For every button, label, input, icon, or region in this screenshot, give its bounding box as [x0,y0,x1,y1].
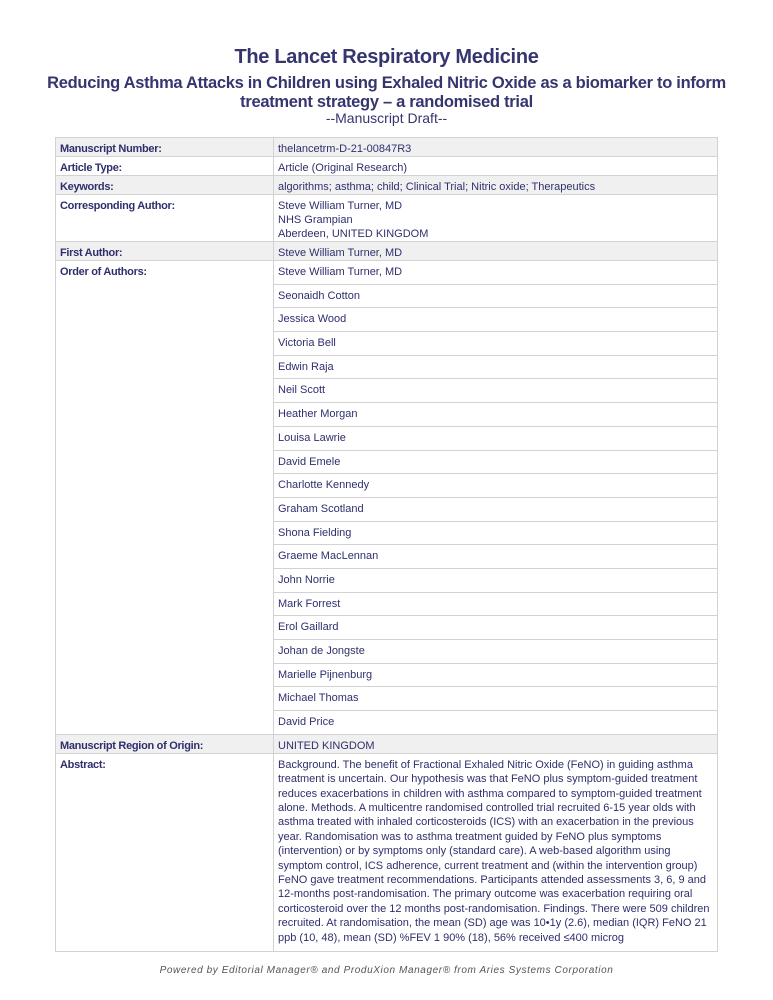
author-name: Steve William Turner, MD [274,261,718,285]
field-value: algorithms; asthma; child; Clinical Trial; Nitric oxide; Therapeutics [274,176,718,195]
field-value: Steve William Turner, MD [274,242,718,261]
field-value: thelancetrm-D-21-00847R3 [274,138,718,157]
author-name: Mark Forrest [274,592,718,616]
table-row [56,242,718,261]
author-name: David Price [274,711,718,735]
author-name: Neil Scott [274,379,718,403]
author-name: Graeme MacLennan [274,545,718,569]
field-label: Manuscript Region of Origin: [56,734,274,753]
field-label: First Author: [56,242,274,261]
author-name: Seonaidh Cotton [274,284,718,308]
journal-title: The Lancet Respiratory Medicine [234,46,539,68]
field-value: Steve William Turner, MD NHS Grampian Aberdeen, UNITED KINGDOM [274,195,718,242]
article-title: Reducing Asthma Attacks in Children using Exhaled Nitric Oxide as a biomarker to inform treatment strategy – a randomised trial [47,74,726,111]
field-value: UNITED KINGDOM [274,734,718,753]
author-name: Louisa Lawrie [274,426,718,450]
table-row [56,734,718,753]
manuscript-info-table [55,137,718,952]
author-name: Heather Morgan [274,403,718,427]
author-name: Graham Scotland [274,497,718,521]
author-name: Michael Thomas [274,687,718,711]
author-name: Shona Fielding [274,521,718,545]
field-value: Article (Original Research) [274,157,718,176]
abstract-text: Background. The benefit of Fractional Exhaled Nitric Oxide (FeNO) in guiding asthma treatment is uncertain. Our hypothesis was that FeNO plus symptom-guided treatment reduces exacerbations in children with asthma compared to symptom-guided treatment alone. Methods. A multicentre randomised controlled trial recruited 6-15 year olds with asthma treated with inhaled corticosteroids (ICS) with an exacerbation in the previous year. Randomisation was to asthma treatment guided by FeNO plus symptoms (intervention) or by symptoms only (standard care). A web-based algorithm using symptom control, ICS adherence, current treatment and (within the intervention group) FeNO gave treatment recommendations. Participants attended assessments 3, 6, 9 and 12-months post-randomisation. The primary outcome was exacerbation requiring oral corticosteroid over the 12 months post-randomisation. Findings. There were 509 children recruited. At randomisation, the mean (SD) age was 10•1y (2.6), median (IQR) FeNO 21 ppb (10, 48), mean (SD) %FEV 1 90% (18), 56% received ≤400 microg [274,753,718,951]
table-row [56,157,718,176]
field-label: Manuscript Number: [56,138,274,157]
table-row [56,176,718,195]
author-name: Erol Gaillard [274,616,718,640]
field-label: Corresponding Author: [56,195,274,242]
field-label: Article Type: [56,157,274,176]
field-label: Keywords: [56,176,274,195]
author-name: Johan de Jongste [274,640,718,664]
author-name: Jessica Wood [274,308,718,332]
author-name: Edwin Raja [274,355,718,379]
author-name: Marielle Pijnenburg [274,663,718,687]
footer-text: Powered by Editorial Manager® and ProduXion Manager® from Aries Systems Corporation [159,965,614,976]
table-row [56,138,718,157]
draft-label: --Manuscript Draft-- [325,110,448,126]
author-row [56,261,718,285]
author-name: Victoria Bell [274,332,718,356]
author-name: David Emele [274,450,718,474]
field-label: Abstract: [56,753,274,951]
table-row [56,195,718,242]
author-name: Charlotte Kennedy [274,474,718,498]
table-row [56,753,718,951]
author-name: John Norrie [274,568,718,592]
field-label: Order of Authors: [56,261,274,735]
